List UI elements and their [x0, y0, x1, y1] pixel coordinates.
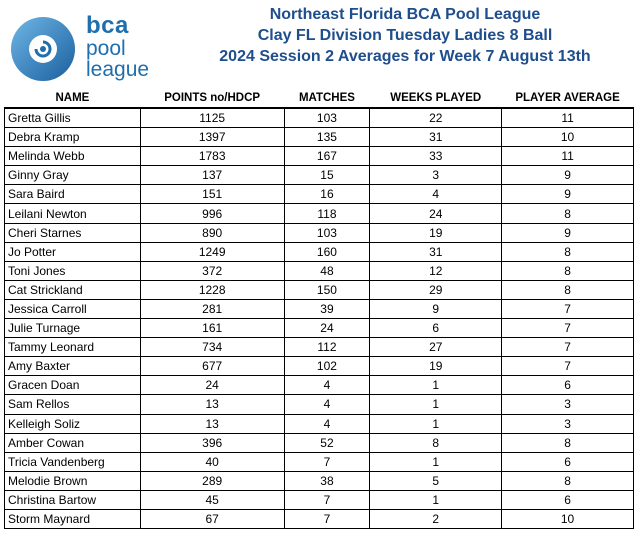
matches-cell: 39: [284, 299, 370, 318]
bca-pool-ball-logo-icon: [10, 16, 76, 82]
name-cell: Toni Jones: [5, 261, 141, 280]
name-cell: Christina Bartow: [5, 490, 141, 509]
league-title: Northeast Florida BCA Pool League: [269, 6, 541, 23]
player-average-cell: 6: [502, 376, 634, 395]
player-average-cell: 8: [502, 280, 634, 299]
weeks-played-cell: 8: [370, 433, 502, 452]
matches-cell: 15: [284, 166, 370, 185]
name-cell: Amy Baxter: [5, 357, 141, 376]
name-cell: Sara Baird: [5, 185, 141, 204]
matches-cell: 4: [284, 376, 370, 395]
table-row: [5, 319, 634, 338]
table-header-row: [5, 88, 634, 108]
player-average-cell: 9: [502, 185, 634, 204]
points-cell: 1125: [140, 108, 284, 128]
bca-pool-league-logo: [8, 14, 168, 84]
player-average-cell: 3: [502, 414, 634, 433]
player-average-cell: 8: [502, 242, 634, 261]
logo-bca-text: bca: [86, 12, 129, 39]
table-row: [5, 185, 634, 204]
table-row: [5, 261, 634, 280]
table-row: [5, 147, 634, 166]
matches-cell: 7: [284, 452, 370, 471]
matches-cell: 135: [284, 128, 370, 147]
points-cell: 1228: [140, 280, 284, 299]
matches-cell: 4: [284, 414, 370, 433]
name-cell: Tammy Leonard: [5, 338, 141, 357]
points-cell: 161: [140, 319, 284, 338]
points-cell: 372: [140, 261, 284, 280]
player-average-cell: 11: [502, 108, 634, 128]
name-cell: Debra Kramp: [5, 128, 141, 147]
table-row: [5, 280, 634, 299]
points-cell: 1249: [140, 242, 284, 261]
matches-cell: 112: [284, 338, 370, 357]
page-header: [0, 0, 638, 88]
points-cell: 151: [140, 185, 284, 204]
points-cell: 677: [140, 357, 284, 376]
name-cell: Jo Potter: [5, 242, 141, 261]
name-cell: Cheri Starnes: [5, 223, 141, 242]
header-matches: MATCHES: [284, 88, 370, 108]
player-average-cell: 8: [502, 433, 634, 452]
weeks-played-cell: 1: [370, 452, 502, 471]
table-row: [5, 357, 634, 376]
matches-cell: 102: [284, 357, 370, 376]
matches-cell: 167: [284, 147, 370, 166]
report-titles: [172, 4, 638, 67]
points-cell: 281: [140, 299, 284, 318]
division-title: Clay FL Division Tuesday Ladies 8 Ball: [257, 27, 553, 44]
matches-cell: 7: [284, 509, 370, 528]
weeks-played-cell: 3: [370, 166, 502, 185]
table-row: [5, 490, 634, 509]
points-cell: 67: [140, 509, 284, 528]
table-body: [5, 108, 634, 529]
matches-cell: 48: [284, 261, 370, 280]
weeks-played-cell: 1: [370, 490, 502, 509]
table-row: [5, 509, 634, 528]
matches-cell: 52: [284, 433, 370, 452]
player-average-cell: 9: [502, 166, 634, 185]
weeks-played-cell: 19: [370, 357, 502, 376]
points-cell: 734: [140, 338, 284, 357]
table-row: [5, 108, 634, 128]
table-row: [5, 204, 634, 223]
header-points: POINTS no/HDCP: [140, 88, 284, 108]
matches-cell: 16: [284, 185, 370, 204]
points-cell: 40: [140, 452, 284, 471]
weeks-played-cell: 1: [370, 414, 502, 433]
weeks-played-cell: 5: [370, 471, 502, 490]
logo-league-text: league: [86, 58, 150, 81]
weeks-played-cell: 9: [370, 299, 502, 318]
name-cell: Melodie Brown: [5, 471, 141, 490]
logo-pool-text: pool: [86, 37, 126, 60]
table-row: [5, 452, 634, 471]
weeks-played-cell: 19: [370, 223, 502, 242]
table-row: [5, 223, 634, 242]
table-row: [5, 414, 634, 433]
weeks-played-cell: 2: [370, 509, 502, 528]
matches-cell: 150: [284, 280, 370, 299]
weeks-played-cell: 6: [370, 319, 502, 338]
weeks-played-cell: 4: [370, 185, 502, 204]
name-cell: Julie Turnage: [5, 319, 141, 338]
player-average-cell: 7: [502, 299, 634, 318]
matches-cell: 38: [284, 471, 370, 490]
table-row: [5, 471, 634, 490]
player-average-cell: 7: [502, 338, 634, 357]
points-cell: 137: [140, 166, 284, 185]
points-cell: 45: [140, 490, 284, 509]
player-average-cell: 6: [502, 452, 634, 471]
points-cell: 13: [140, 414, 284, 433]
table-row: [5, 242, 634, 261]
name-cell: Gracen Doan: [5, 376, 141, 395]
player-average-cell: 3: [502, 395, 634, 414]
weeks-played-cell: 33: [370, 147, 502, 166]
name-cell: Gretta Gillis: [5, 108, 141, 128]
matches-cell: 103: [284, 223, 370, 242]
session-title: 2024 Session 2 Averages for Week 7 August 13th: [219, 48, 591, 65]
name-cell: Storm Maynard: [5, 509, 141, 528]
weeks-played-cell: 1: [370, 376, 502, 395]
name-cell: Jessica Carroll: [5, 299, 141, 318]
header-name: NAME: [5, 88, 141, 108]
player-average-cell: 9: [502, 223, 634, 242]
name-cell: Tricia Vandenberg: [5, 452, 141, 471]
table-row: [5, 128, 634, 147]
player-average-cell: 7: [502, 357, 634, 376]
header-player-average: PLAYER AVERAGE: [502, 88, 634, 108]
points-cell: 396: [140, 433, 284, 452]
weeks-played-cell: 29: [370, 280, 502, 299]
player-average-cell: 8: [502, 261, 634, 280]
name-cell: Leilani Newton: [5, 204, 141, 223]
weeks-played-cell: 12: [370, 261, 502, 280]
player-average-cell: 8: [502, 471, 634, 490]
player-average-cell: 8: [502, 204, 634, 223]
points-cell: 1783: [140, 147, 284, 166]
name-cell: Ginny Gray: [5, 166, 141, 185]
weeks-played-cell: 31: [370, 128, 502, 147]
player-average-cell: 6: [502, 490, 634, 509]
table-row: [5, 166, 634, 185]
points-cell: 24: [140, 376, 284, 395]
name-cell: Amber Cowan: [5, 433, 141, 452]
weeks-played-cell: 31: [370, 242, 502, 261]
name-cell: Sam Rellos: [5, 395, 141, 414]
name-cell: Cat Strickland: [5, 280, 141, 299]
player-average-cell: 11: [502, 147, 634, 166]
weeks-played-cell: 1: [370, 395, 502, 414]
header-weeks-played: WEEKS PLAYED: [370, 88, 502, 108]
table-row: [5, 395, 634, 414]
points-cell: 1397: [140, 128, 284, 147]
points-cell: 289: [140, 471, 284, 490]
matches-cell: 118: [284, 204, 370, 223]
points-cell: 996: [140, 204, 284, 223]
name-cell: Kelleigh Soliz: [5, 414, 141, 433]
player-average-cell: 7: [502, 319, 634, 338]
matches-cell: 7: [284, 490, 370, 509]
matches-cell: 24: [284, 319, 370, 338]
table-row: [5, 433, 634, 452]
weeks-played-cell: 27: [370, 338, 502, 357]
matches-cell: 103: [284, 108, 370, 128]
weeks-played-cell: 24: [370, 204, 502, 223]
matches-cell: 160: [284, 242, 370, 261]
averages-table: [4, 88, 634, 529]
weeks-played-cell: 22: [370, 108, 502, 128]
table-row: [5, 376, 634, 395]
matches-cell: 4: [284, 395, 370, 414]
points-cell: 13: [140, 395, 284, 414]
table-row: [5, 338, 634, 357]
table-row: [5, 299, 634, 318]
player-average-cell: 10: [502, 509, 634, 528]
name-cell: Melinda Webb: [5, 147, 141, 166]
player-average-cell: 10: [502, 128, 634, 147]
points-cell: 890: [140, 223, 284, 242]
